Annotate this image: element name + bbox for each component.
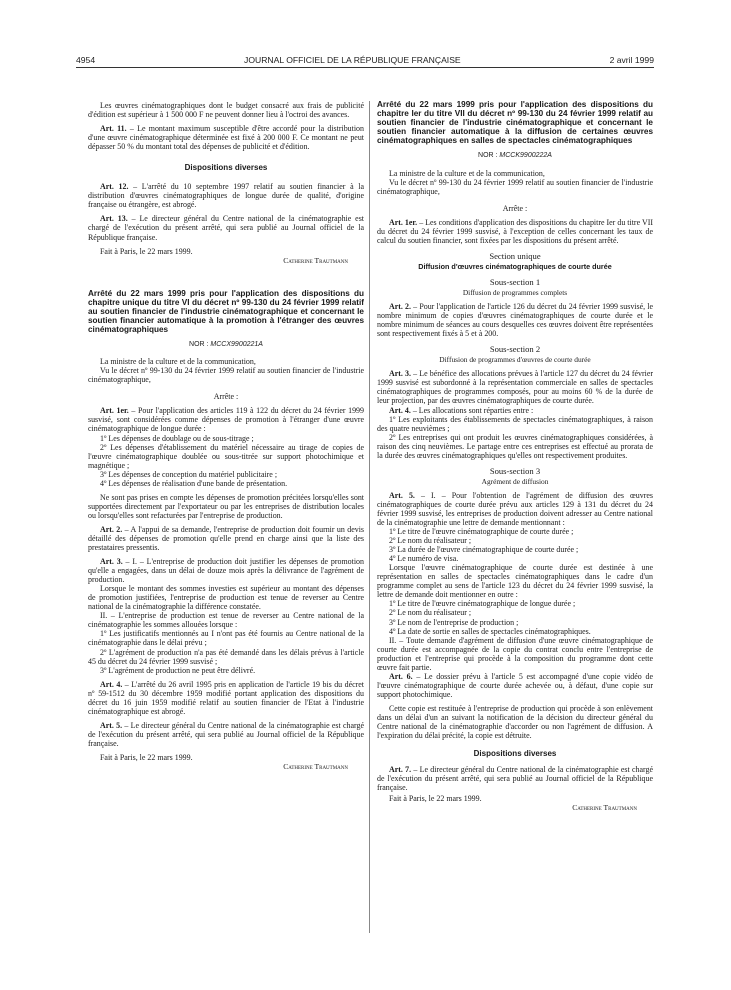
list-item: 4º Les dépenses de réalisation d'une bande de présentation. [100, 478, 288, 488]
signature: Catherine Trautmann [572, 803, 637, 813]
column-divider [369, 101, 370, 933]
list-item: 2º Les entreprises qui ont produit les œuvres cinématographiques considérées, à raison des cinq neuvièmes. Le partage entre ces entreprises est effectué au prorata de la durée des œuvres cinématographiques qu'elles ont respectivement produites. [377, 432, 653, 460]
subsection-subheading: Diffusion de programmes d'œuvres de courte durée [439, 355, 591, 365]
minister-line: La ministre de la culture et de la communication, [100, 357, 256, 367]
vu-line: Vu le décret nº 99-130 du 24 février 1999 relatif au soutien financier de l'industrie cinématographique, [377, 177, 653, 196]
list-item: 4º Le numéro de visa. [389, 554, 459, 564]
arrete-label: Arrête : [502, 203, 528, 213]
paragraph: Les œuvres cinématographiques dont le budget consacré aux frais de publicité d'édition est supérieur à 1 500 000 F ne peuvent donner lieu à l'octroi des avances. [88, 101, 364, 120]
subsection-subheading: Agrément de diffusion [481, 476, 549, 486]
arrete-title: Arrêté du 22 mars 1999 pris pour l'application des dispositions du chapitre unique du titre VI du décret nº 99-130 du 24 février 1999 relatif au soutien financier de l'industrie cinématographique et concernant le soutien financier automatique à la promotion à l'étranger des œuvres cinématographiques [88, 288, 364, 335]
list-item: 3º Le nom de l'entreprise de production ; [389, 617, 519, 627]
section-heading: Section unique [489, 250, 541, 261]
subsection-heading: Sous-section 1 [489, 276, 541, 287]
list-item: 4º La date de sortie en salles de spectacles cinématographiques. [389, 626, 591, 636]
article-4: Art. 4. – L'arrêté du 26 avril 1995 pris en application de l'article 19 bis du décret nº 59-1512 du 30 décembre 1959 modifié portant application des dispositions du décret du 16 juin 1959 modifié relatif au soutien financier de l'Etat à l'industrie cinématographique est abrogé. [88, 679, 365, 716]
section-title: Dispositions diverses [473, 749, 557, 759]
page-header [76, 55, 654, 65]
list-item: 1º Les dépenses de doublage ou de sous-titrage ; [100, 433, 254, 443]
article-12: Art. 12. – L'arrêté du 10 septembre 1997 relatif au soutien financier à la distribution d'œuvres cinématographiques de longue durée de qualité, d'origine française ou étrangère, est abrogé. [88, 182, 364, 210]
paragraph: Lorsque le montant des sommes investies est supérieur au montant des dépenses de promotion justifiées, l'entreprise de production est tenue de reverser au Centre national de la cinématographie la différence constatée. [88, 584, 364, 612]
section-title: Dispositions diverses [184, 163, 268, 173]
subsection-subheading: Diffusion de programmes complets [462, 287, 568, 297]
right-column [377, 100, 653, 812]
subsection-heading: Sous-section 3 [489, 465, 541, 476]
list-item: 1º Les justificatifs mentionnés au I n'ont pas été fournis au Centre national de la cinématographie dans le délai prévu ; [88, 629, 364, 648]
article-2: Art. 2. – A l'appui de sa demande, l'entreprise de production doit fournir un devis détaillé des dépenses de promotion qu'elle prend en charge ainsi que la liste des prestataires pressentis. [88, 524, 364, 553]
article-11: Art. 11. – Le montant maximum susceptible d'être accordé pour la distribution d'une œuvre cinématographique déterminée est fixé à 200 000 F. Ce montant ne peut dépasser 50 % du montant total des dépenses de publicité et d'édition. [88, 124, 364, 152]
paragraph: Cette copie est restituée à l'entreprise de production qui procède à son enlèvement dans un délai d'un an suivant la notification de la décision du directeur général du Centre national de la cinématographie d'accorder ou non l'agrément de diffusion. A l'expiration du délai précité, la copie est détruite. [377, 703, 653, 741]
issue-date: 2 avril 1999 [609, 55, 654, 65]
list-item: 2º Le nom du réalisateur ; [389, 536, 472, 546]
signature: Catherine Trautmann [283, 255, 348, 265]
paragraph: II. – L'entreprise de production est tenue de reverser au Centre national de la cinématographie les sommes allouées lorsque : [88, 611, 364, 630]
article-3: Art. 3. – I. – L'entreprise de production doit justifier les dépenses de promotion qu'elle a engagées, dans un délai de douze mois après la délivrance de l'agrément de production. [88, 557, 364, 585]
list-item: 2º L'agrément de production n'a pas été demandé dans les délais prévus à l'article 45 du décret du 24 février 1999 susvisé ; [88, 647, 364, 666]
arrete-label: Arrête : [213, 392, 239, 402]
arrete-title: Arrêté du 22 mars 1999 pris pour l'application des dispositions du chapitre Ier du titre VII du décret nº 99-130 du 24 février 1999 relatif au soutien financier de l'industrie cinématographique et concernant le soutien financier automatique à la diffusion de certaines œuvres cinématographiques en salles de spectacles cinématographiques [377, 100, 653, 146]
article-4: Art. 4. – Les allocations sont réparties entre : [389, 405, 534, 415]
article-2: Art. 2. – Pour l'application de l'article 126 du décret du 24 février 1999 susvisé, le nombre minimum de copies d'œuvres cinématographiques de courte durée et le nombre minimum de séances au cours desquelles ces œuvres doivent être représentées sont respectivement fixés à 5 et à 200. [377, 302, 653, 339]
article-7: Art. 7. – Le directeur général du Centre national de la cinématographie est chargé de l'exécution du présent arrêté, qui sera publié au Journal officiel de la République française. [377, 765, 653, 793]
article-5: Art. 5. – Le directeur général du Centre national de la cinématographie est chargé de l'exécution du présent arrêté, qui sera publié au Journal officiel de la République française. [88, 720, 364, 748]
list-item: 3º La durée de l'œuvre cinématographique de courte durée ; [389, 545, 579, 555]
signature: Catherine Trautmann [283, 762, 348, 772]
minister-line: La ministre de la culture et de la communication, [389, 168, 545, 178]
article-5: Art. 5. – I. – Pour l'obtention de l'agrément de diffusion des œuvres cinématographiques de courte durée prévu aux articles 129 à 131 du décret du 24 février 1999 susvisé, les entreprises de production doivent adresser au Centre national de la cinématographie une lettre de demande mentionnant : [377, 490, 653, 528]
paragraph: Ne sont pas prises en compte les dépenses de promotion précitées lorsqu'elles sont supportées directement par l'exportateur ou par les entreprises de distribution locales ou lorsqu'elles sont refacturées par l'entreprise de production. [88, 492, 364, 520]
paragraph: II. – Toute demande d'agrément de diffusion d'une œuvre cinématographique de courte durée est accompagnée de la copie du contrat conclu entre l'entreprise de production et l'entreprise qui procède à la composition du programme dont cette œuvre fait partie. [377, 635, 653, 672]
vu-line: Vu le décret nº 99-130 du 24 février 1999 relatif au soutien financier de l'industrie cinématographique, [88, 366, 364, 385]
nor-reference: NOR : MCCX9900221A [189, 341, 263, 349]
journal-title: JOURNAL OFFICIEL DE LA RÉPUBLIQUE FRANÇAISE [244, 55, 461, 65]
list-item: 3º Les dépenses de conception du matériel publicitaire ; [100, 469, 278, 479]
page-number: 4954 [76, 55, 96, 65]
signoff: Fait à Paris, le 22 mars 1999. [389, 794, 482, 804]
signoff: Fait à Paris, le 22 mars 1999. [100, 246, 193, 256]
list-item: 1º Le titre de l'œuvre cinématographique de longue durée ; [389, 599, 576, 609]
nor-reference: NOR : MCCK9900222A [478, 152, 552, 160]
article-6: Art. 6. – Le dossier prévu à l'article 5 est accompagné d'une copie vidéo de l'œuvre cinématographique de courte durée achevée ou, à défaut, d'une copie sur support photochimique. [377, 671, 654, 699]
article-1: Art. 1er. – Les conditions d'application des dispositions du chapitre Ier du titre VII du décret du 24 février 1999 susvisé, à l'exception de celles concernant les taux de calcul du soutien financier, sont fixées par les dispositions du présent arrêté. [377, 217, 653, 245]
section-subheading: Diffusion d'œuvres cinématographiques de courte durée [418, 261, 612, 271]
article-13: Art. 13. – Le directeur général du Centre national de la cinématographie est chargé de l'exécution du présent arrêté, qui sera publié au Journal officiel de la République française. [88, 214, 364, 242]
left-column [88, 101, 364, 771]
header-rule [76, 67, 654, 68]
list-item: 2º Le nom du réalisateur ; [389, 608, 472, 618]
subsection-heading: Sous-section 2 [489, 344, 541, 355]
list-item: 1º Les exploitants des établissements de spectacles cinématographiques, à raison des quatre neuvièmes ; [377, 414, 653, 433]
list-item: 2º Les dépenses d'établissement du matériel nécessaire au tirage de copies de l'œuvre cinématographique doublée ou sous-titrée sur support photochimique et magnétique ; [88, 442, 364, 470]
article-1: Art. 1er. – Pour l'application des articles 119 à 122 du décret du 24 février 1999 susvisé, sont considérées comme dépenses de promotion à l'étranger d'une œuvre cinématographique de longue durée : [88, 406, 364, 434]
paragraph: Lorsque l'œuvre cinématographique de courte durée est destinée à une représentation en salles de spectacles cinématographiques dans le cadre d'un programme complet au sens de l'article 123 du décret du 24 février 1999 susvisé, la lettre de demande doit mentionner en outre : [377, 563, 653, 600]
list-item: 1º Le titre de l'œuvre cinématographique de courte durée ; [389, 527, 574, 537]
article-3: Art. 3. – Le bénéfice des allocations prévues à l'article 127 du décret du 24 février 1999 susvisé est subordonné à la représentation commerciale en salles de spectacles cinématographiques de programmes composés, pour au moins 60 % de la durée de leur projection, par des œuvres cinématographiques de courte durée. [377, 369, 653, 406]
signoff: Fait à Paris, le 22 mars 1999. [100, 753, 193, 762]
list-item: 3º L'agrément de production ne peut être délivré. [100, 665, 256, 675]
